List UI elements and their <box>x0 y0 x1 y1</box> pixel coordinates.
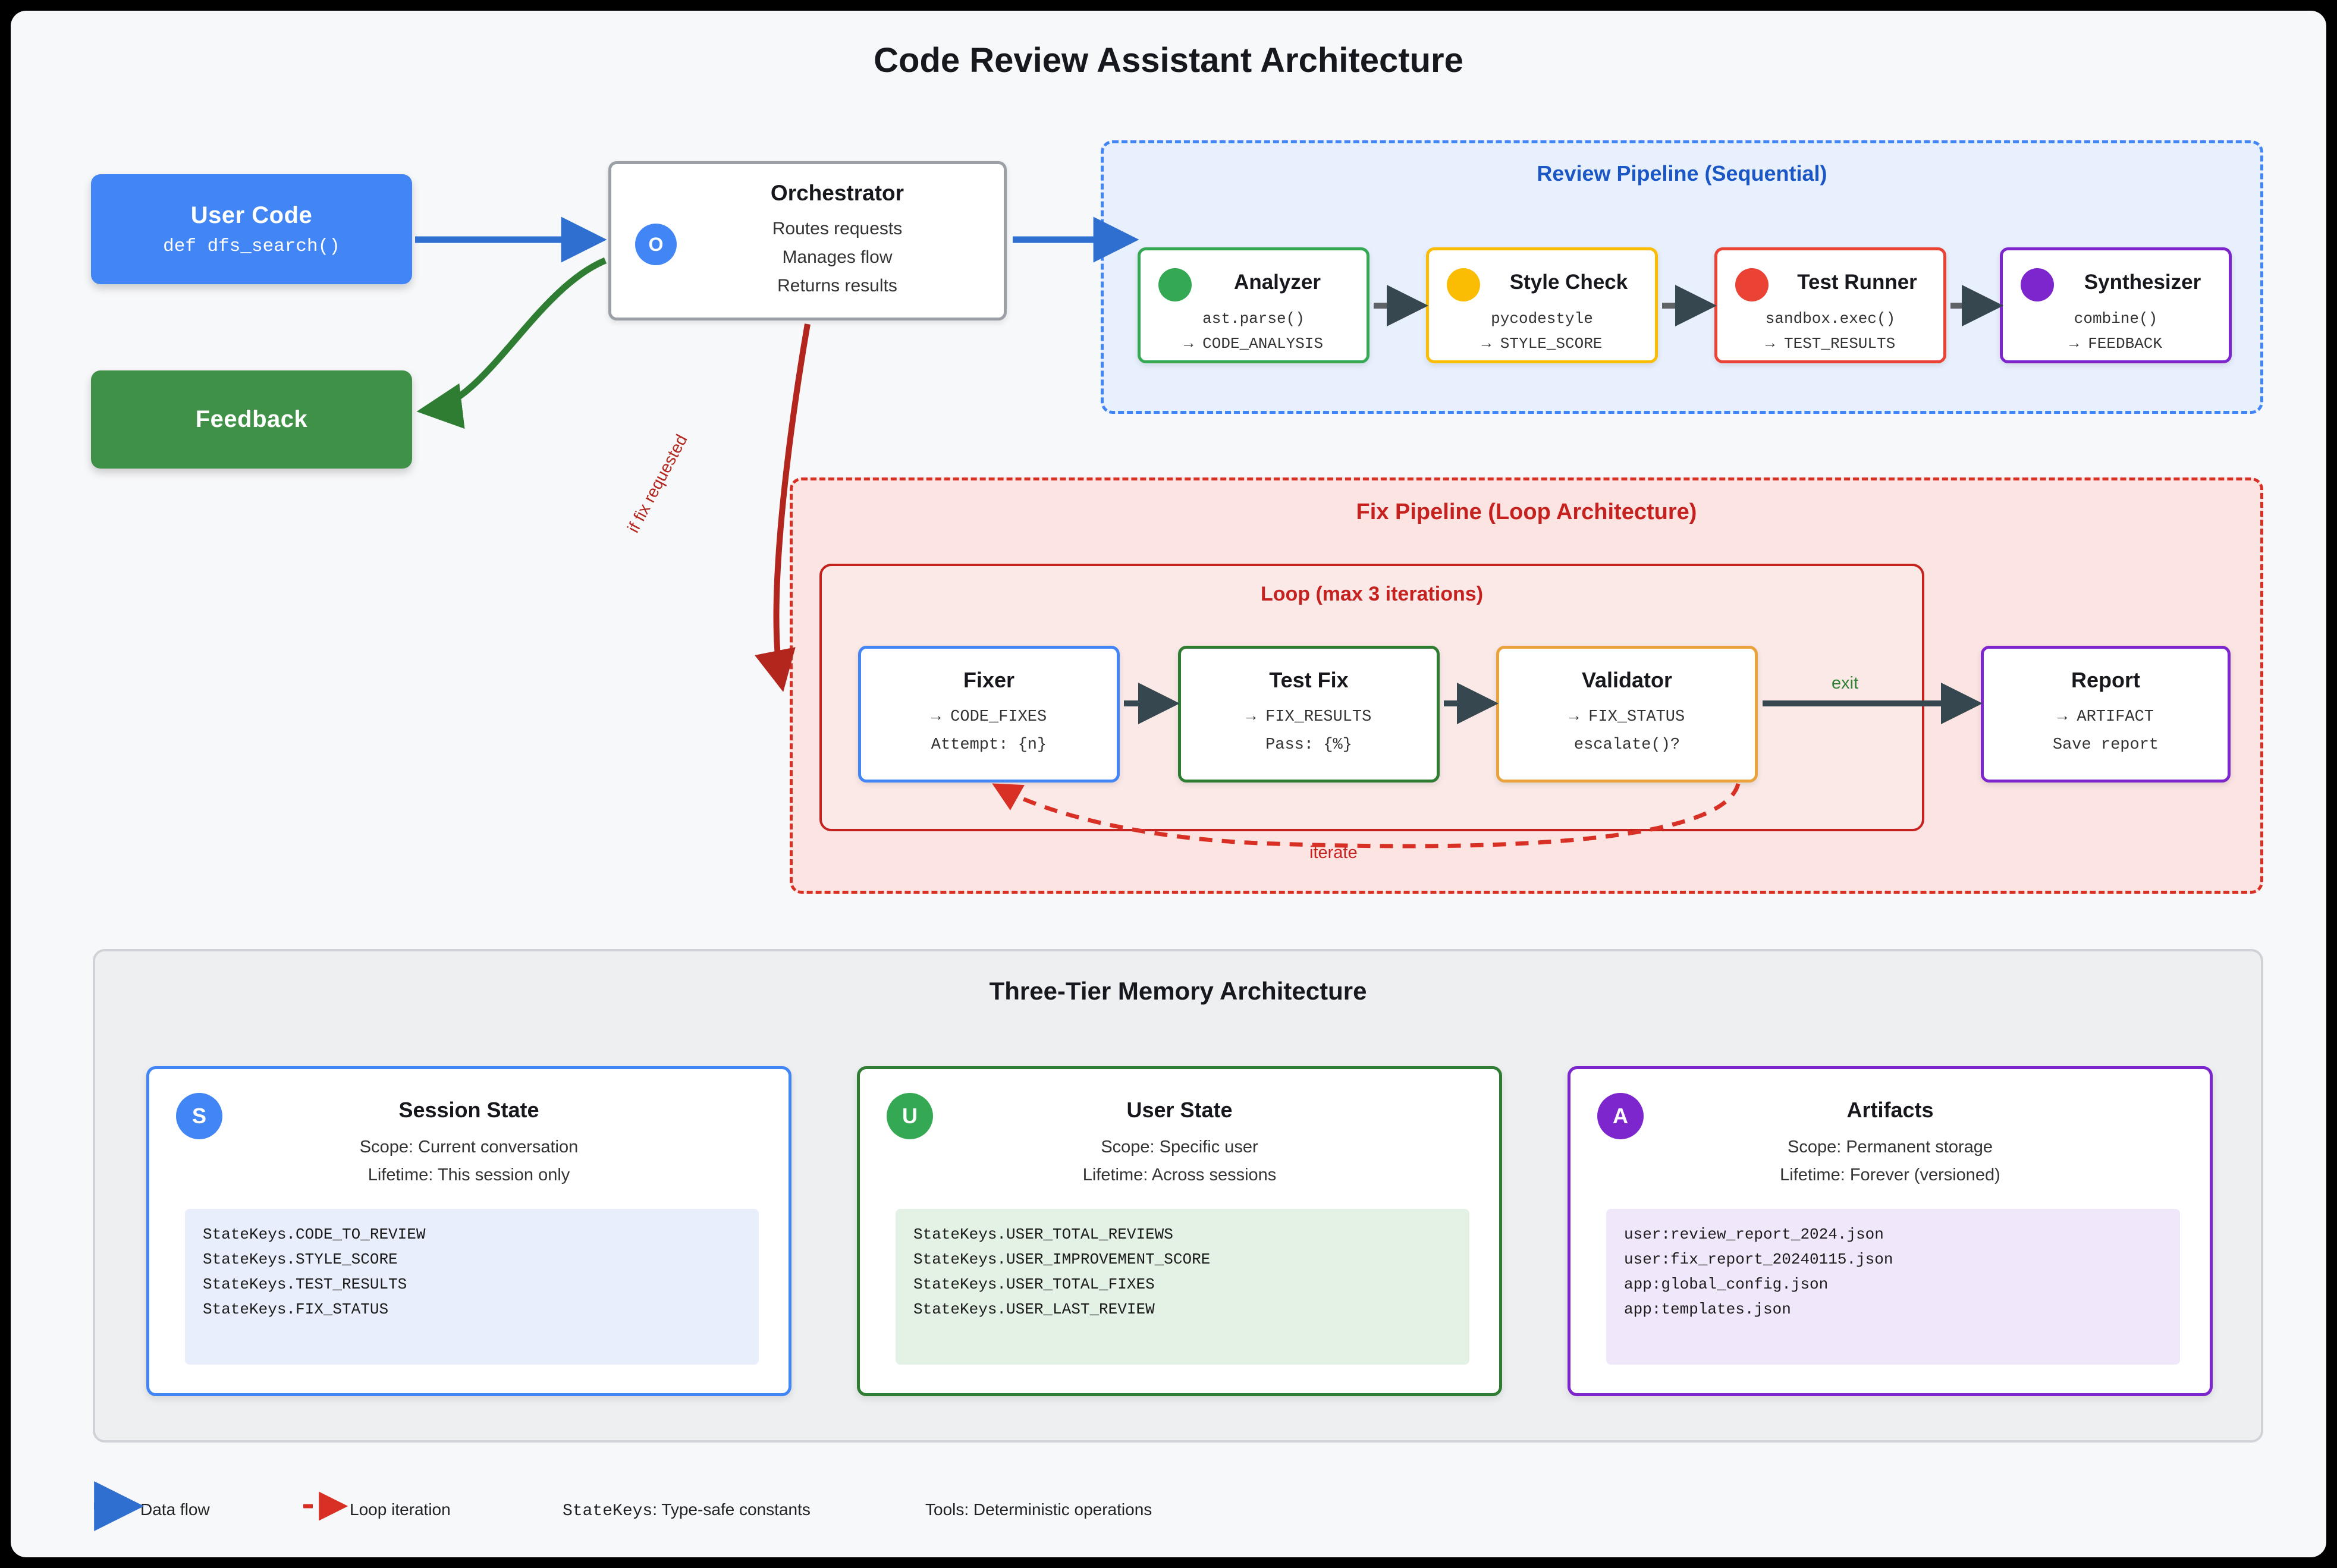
test-fix-line-1: → FIX_RESULTS <box>1246 708 1372 726</box>
user-state-code-line: StateKeys.USER_LAST_REVIEW <box>913 1300 1155 1319</box>
feedback-box <box>91 370 412 469</box>
orchestrator-badge-letter: O <box>648 233 664 255</box>
session-state-code-line: StateKeys.FIX_STATUS <box>203 1300 389 1319</box>
session-state-code-line: StateKeys.TEST_RESULTS <box>203 1275 407 1294</box>
analyzer-line-1: ast.parse() <box>1202 310 1305 328</box>
memory-title: Three-Tier Memory Architecture <box>989 977 1367 1005</box>
artifacts-code-line: app:global_config.json <box>1624 1275 1829 1294</box>
user-code-box <box>91 174 412 284</box>
memory-card-artifacts <box>1568 1066 2213 1396</box>
user-state-lifetime: Lifetime: Across sessions <box>1082 1165 1277 1184</box>
user-code-label: User Code <box>190 202 313 228</box>
test-fix-line-2: Pass: {%} <box>1265 736 1352 754</box>
edge-label-if-fix-requested: if fix requested <box>623 431 691 536</box>
orchestrator-node <box>608 161 1007 320</box>
legend-tools-label: Tools: Deterministic operations <box>925 1500 1152 1519</box>
artifacts-code-line: user:review_report_2024.json <box>1624 1226 1884 1243</box>
report-line-2: Save report <box>2052 736 2159 754</box>
session-state-code <box>185 1209 759 1365</box>
session-state-code-line: StateKeys.CODE_TO_REVIEW <box>203 1226 426 1243</box>
session-state-title: Session State <box>398 1098 539 1122</box>
orchestrator-badge <box>635 224 677 265</box>
orchestrator-line-3: Returns results <box>777 276 897 296</box>
fix-node-fixer <box>858 646 1120 783</box>
artifacts-code <box>1606 1209 2180 1365</box>
review-node-style-check <box>1426 247 1658 363</box>
artifacts-badge-letter: A <box>1613 1104 1628 1128</box>
style-check-status-dot <box>1447 268 1480 301</box>
test-runner-line-1: sandbox.exec() <box>1765 310 1896 328</box>
fixer-line-2: Attempt: {n} <box>931 736 1047 754</box>
review-node-analyzer <box>1138 247 1369 363</box>
report-title: Report <box>2071 668 2140 692</box>
artifacts-code-line: user:fix_report_20240115.json <box>1624 1250 1893 1269</box>
review-node-synthesizer <box>2000 247 2232 363</box>
synthesizer-title: Synthesizer <box>2084 271 2201 294</box>
test-runner-line-2: → TEST_RESULTS <box>1765 335 1896 353</box>
page-title: Code Review Assistant Architecture <box>874 41 1463 80</box>
legend-data-flow-label: Data flow <box>140 1500 210 1519</box>
artifacts-code-line: app:templates.json <box>1624 1300 1791 1319</box>
synthesizer-line-1: combine() <box>2074 310 2158 328</box>
analyzer-status-dot <box>1158 268 1192 301</box>
user-state-title: User State <box>1126 1098 1233 1122</box>
test-runner-status-dot <box>1735 268 1769 301</box>
orchestrator-title: Orchestrator <box>770 181 904 205</box>
user-state-code-line: StateKeys.USER_TOTAL_REVIEWS <box>913 1226 1173 1243</box>
review-pipeline-title: Review Pipeline (Sequential) <box>1537 161 1827 186</box>
validator-line-1: → FIX_STATUS <box>1569 708 1685 726</box>
user-state-code-line: StateKeys.USER_IMPROVEMENT_SCORE <box>913 1250 1211 1269</box>
validator-line-2: escalate()? <box>1573 736 1680 754</box>
legend-loop-iteration-label: Loop iteration <box>350 1500 451 1519</box>
session-state-lifetime: Lifetime: This session only <box>367 1165 570 1184</box>
diagram-canvas <box>11 11 2326 1557</box>
review-node-test-runner <box>1714 247 1946 363</box>
orchestrator-line-2: Manages flow <box>782 247 893 267</box>
user-state-badge-letter: U <box>902 1104 918 1128</box>
user-state-scope: Scope: Specific user <box>1101 1137 1258 1157</box>
test-runner-title: Test Runner <box>1797 271 1917 294</box>
user-state-code <box>896 1209 1469 1365</box>
legend-statekeys-mono: StateKeys <box>563 1502 653 1520</box>
fix-node-test-fix <box>1178 646 1440 783</box>
validator-title: Validator <box>1581 668 1673 692</box>
style-check-line-2: → STYLE_SCORE <box>1481 335 1603 353</box>
edge-label-iterate: iterate <box>1309 843 1358 862</box>
synthesizer-line-2: → FEEDBACK <box>2069 335 2163 353</box>
user-code-snippet: def dfs_search() <box>163 235 340 257</box>
artifacts-scope: Scope: Permanent storage <box>1788 1137 1993 1157</box>
fixer-line-1: → CODE_FIXES <box>931 708 1047 726</box>
report-line-1: → ARTIFACT <box>2057 708 2154 726</box>
session-state-scope: Scope: Current conversation <box>359 1137 579 1157</box>
session-state-code-line: StateKeys.STYLE_SCORE <box>203 1250 398 1269</box>
style-check-title: Style Check <box>1509 271 1628 294</box>
feedback-label: Feedback <box>195 406 308 432</box>
legend-statekeys-rest: : Type-safe constants <box>652 1500 811 1519</box>
artifacts-title: Artifacts <box>1846 1098 1934 1122</box>
edge-label-exit: exit <box>1832 674 1859 693</box>
loop-title: Loop (max 3 iterations) <box>1260 583 1484 605</box>
user-state-code-line: StateKeys.USER_TOTAL_FIXES <box>913 1275 1155 1294</box>
synthesizer-status-dot <box>2021 268 2054 301</box>
memory-card-session-state <box>146 1066 791 1396</box>
artifacts-lifetime: Lifetime: Forever (versioned) <box>1780 1165 2000 1184</box>
fix-pipeline-title: Fix Pipeline (Loop Architecture) <box>1356 499 1697 524</box>
session-state-badge-letter: S <box>191 1104 206 1128</box>
fixer-title: Fixer <box>963 668 1015 692</box>
analyzer-title: Analyzer <box>1234 271 1321 294</box>
legend-statekeys <box>563 1500 811 1520</box>
fix-node-report <box>1981 646 2231 783</box>
orchestrator-line-1: Routes requests <box>772 219 903 238</box>
style-check-line-1: pycodestyle <box>1491 310 1593 328</box>
fix-node-validator <box>1496 646 1758 783</box>
memory-card-user-state <box>857 1066 1502 1396</box>
test-fix-title: Test Fix <box>1269 668 1349 692</box>
analyzer-line-2: → CODE_ANALYSIS <box>1183 335 1324 353</box>
